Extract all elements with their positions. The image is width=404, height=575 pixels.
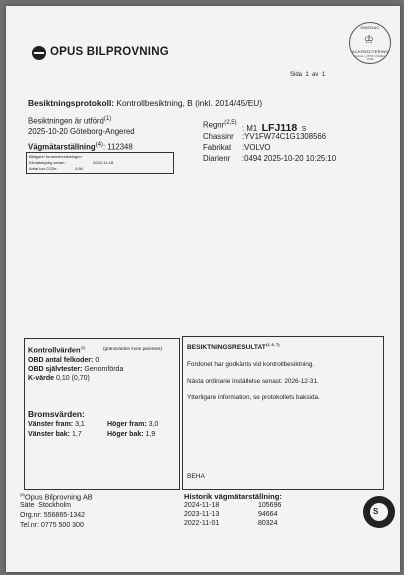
protocol-title: Besiktningsprotokoll: Kontrollbesiktning, B (inkl. 2014/45/EU) — [28, 98, 263, 108]
accreditation-seal-icon: S — [363, 496, 395, 528]
k-value: K-värde 0,10 (0,70) — [28, 375, 90, 382]
result-line-approved: Fordonet har godkänts vid kontrollbesiktning. — [187, 361, 315, 368]
brake-rear-right: Höger bak: 1,9 — [107, 431, 156, 438]
history-row-value: 80324 — [258, 520, 278, 527]
result-box — [182, 336, 384, 490]
result-line-next: Nästa ordinarie inställelse senast: 2026-12-31. — [187, 378, 319, 385]
swedac-seal-icon: SWEDAC ♔ ACKREDITERING Ackred. nr 8765 / ISO/IEC 17020 — [349, 22, 391, 64]
chassi-value: :YV1FW74C1G1308566 — [242, 132, 327, 141]
brake-front-right: Höger fram: 3,0 — [107, 421, 159, 428]
regnr-label: Regnr$^{(2,5)}$ — [203, 120, 237, 130]
history-row: 2022-11-01 — [184, 520, 220, 527]
history-row-value: 94664 — [258, 511, 278, 518]
inspection-place-label: Besiktningen är utförd$^{(1)}$ — [28, 116, 112, 126]
page-counter: Sida 1 av 1 — [290, 72, 326, 78]
inspection-place-value: 2025-10-20 Göteborg-Angered — [28, 127, 135, 136]
control-values-title: Kontrollvärden$^{(3)}$ — [28, 345, 86, 355]
diarie-label: Diarienr — [203, 154, 231, 163]
history-row: 2023-11-13 — [184, 511, 220, 518]
chassi-label: Chassinr — [203, 132, 234, 141]
inspector-signature: BEHA — [187, 473, 205, 480]
control-values-box — [24, 338, 180, 490]
company-seat: Säte Stockholm — [20, 502, 71, 509]
history-row-value: 105696 — [258, 502, 282, 509]
obd-selftests: OBD självtester: Genomförda — [28, 366, 124, 373]
opus-ring-icon — [32, 46, 46, 60]
obd-faultcodes: OBD antal felkoder: 0 — [28, 357, 100, 364]
protocol-page — [6, 6, 400, 572]
emissions-box: Bilägare/ fordonsbesiktningen Klimatskyldig sedan: 2024-11-18 Antal ton CO2e: 0.66 — [26, 152, 174, 174]
company-name: $^{(8)}$Opus Bilprovning AB — [20, 492, 93, 502]
company-phone: Tel.nr: 0775 500 300 — [20, 522, 84, 529]
fabrikat-label: Fabrikat — [203, 143, 232, 152]
result-line-info: Ytterligare information, se protokollets baksida. — [187, 394, 320, 401]
diarie-value: :0494 2025-10-20 10:25:10 — [242, 154, 337, 163]
fabrikat-value: :VOLVO — [242, 143, 271, 152]
result-title: BESIKTNINGSRESULTAT$^{(1, 6, 7)}$ — [187, 342, 280, 352]
company-orgnr: Org.nr: 556865-1342 — [20, 512, 86, 519]
brake-rear-left: Vänster bak: 1,7 — [28, 431, 82, 438]
control-values-note: (gränsvärden inom parentes) — [103, 346, 162, 351]
regnr-value: : M1 LFJ118 S — [242, 122, 307, 134]
company-logo-text: OPUS BILPROVNING — [50, 46, 169, 58]
history-row: 2024-11-18 — [184, 502, 220, 509]
brake-front-left: Vänster fram: 3,1 — [28, 421, 85, 428]
brake-values-title: Bromsvärden: — [28, 409, 85, 419]
odometer-reading: Vägmätarställning$^{(4)}$: 112348 — [28, 142, 133, 152]
history-title: Historik vägmätarställning: — [184, 492, 282, 501]
